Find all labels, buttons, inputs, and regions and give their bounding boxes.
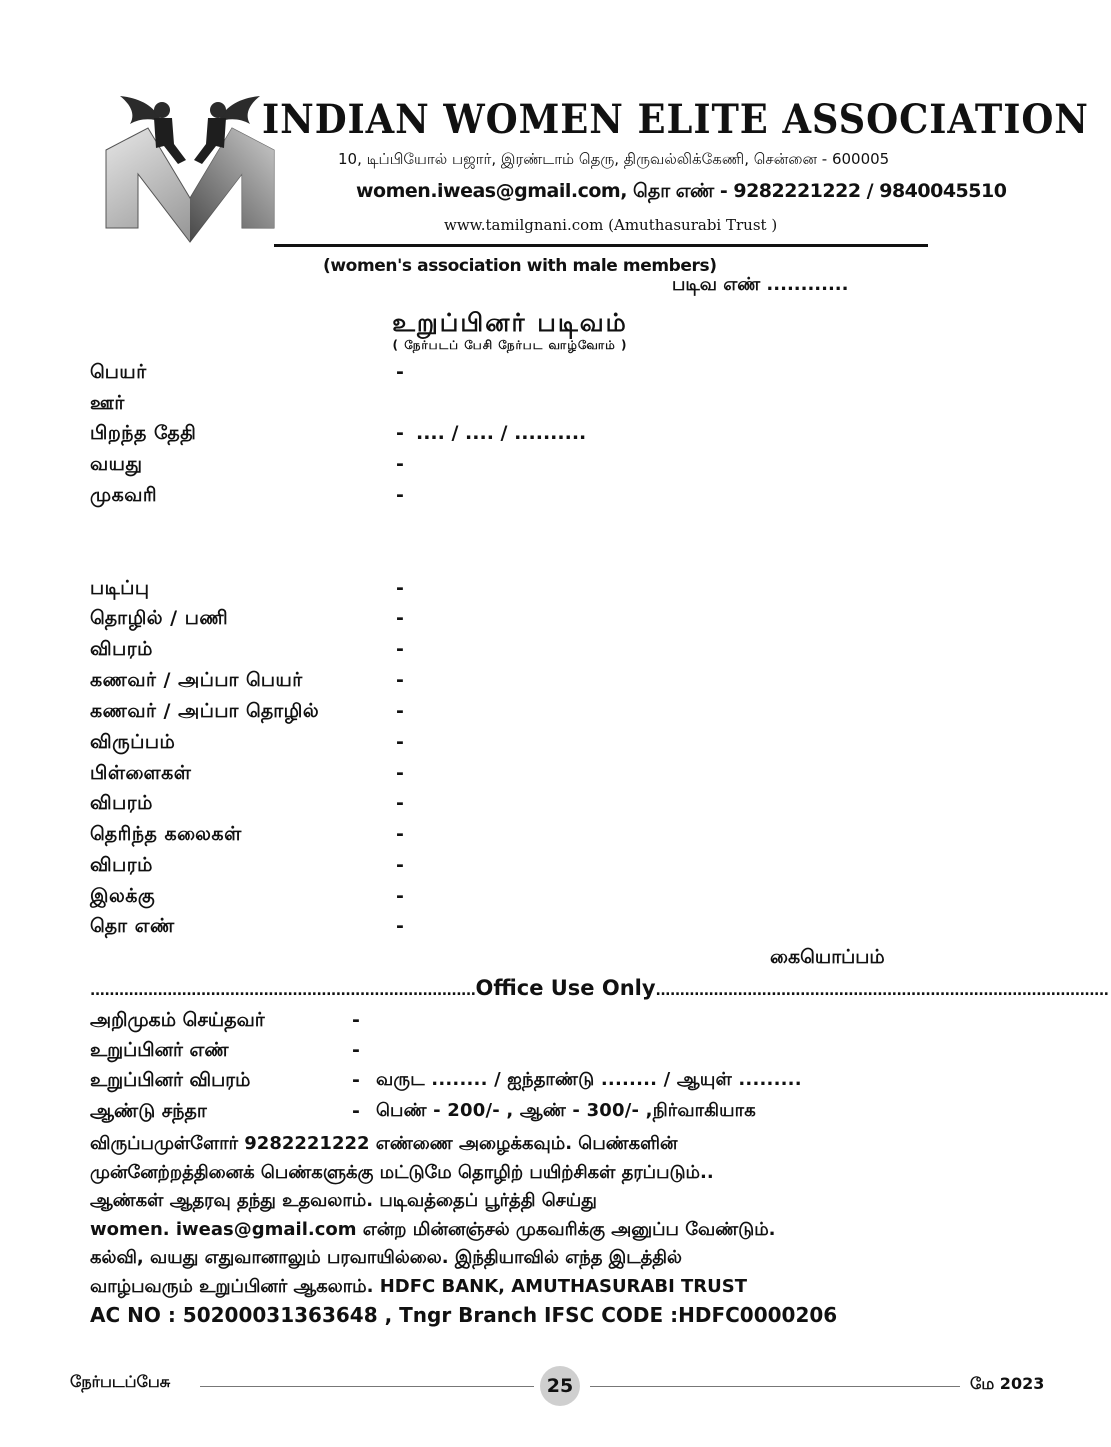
field-separator: - (396, 762, 404, 784)
field-label: இலக்கு (90, 885, 156, 907)
office-separator: - (352, 1039, 360, 1061)
office-label: உறுப்பினர் எண் (90, 1039, 229, 1061)
office-label: ஆண்டு சந்தா (90, 1100, 207, 1122)
field-separator: - (396, 669, 404, 691)
office-value: வருட ........ / ஐந்தாண்டு ........ / ஆயுள் ......... (376, 1069, 802, 1090)
field-label: விருப்பம் (90, 731, 176, 753)
field-label: படிப்பு (90, 577, 150, 599)
notice-line: முன்னேற்றத்தினைக் பெண்களுக்கு மட்டுமே தொழிற் பயிற்சிகள் தரப்படும்.. (90, 1161, 714, 1183)
field-separator: - (396, 731, 404, 753)
field-label: முகவரி (90, 484, 158, 506)
field-label: பெயர் (90, 361, 147, 383)
header-divider (274, 244, 928, 247)
field-separator: - (396, 422, 404, 444)
field-label: விபரம் (90, 854, 153, 876)
magazine-name: நேர்படப்பேசு (70, 1372, 171, 1391)
field-row[interactable] (90, 669, 790, 697)
field-row[interactable] (90, 762, 790, 790)
field-label: விபரம் (90, 638, 153, 660)
field-label: கணவர் / அப்பா தொழில் (90, 700, 320, 722)
organization-website: www.tamilgnani.com (Amuthasurabi Trust ) (444, 216, 778, 234)
dotted-leader: ................................................................................ (90, 983, 476, 999)
field-row[interactable] (90, 885, 790, 913)
organization-name: INDIAN WOMEN ELITE ASSOCIATION (262, 96, 1089, 143)
field-separator: - (396, 854, 404, 876)
date-placeholder: .... / .... / .......... (416, 422, 587, 444)
field-row[interactable] (90, 854, 790, 882)
field-separator: - (396, 453, 404, 475)
field-row[interactable] (90, 792, 790, 820)
office-separator: - (352, 1100, 360, 1122)
notice-line: வாழ்பவரும் உறுப்பினர் ஆகலாம். HDFC BANK, AMUTHASURABI TRUST (90, 1275, 748, 1297)
registration-number: படிவ எண் ............ (672, 274, 849, 295)
field-row[interactable] (90, 731, 790, 759)
field-label: தொ எண் (90, 915, 175, 937)
field-row[interactable] (90, 915, 790, 943)
office-row[interactable] (90, 1039, 950, 1067)
office-value: பெண் - 200/- , ஆண் - 300/- ,நிர்வாகியாக (376, 1100, 756, 1121)
office-separator: - (352, 1009, 360, 1031)
notice-line: கல்வி, வயது எதுவானாலும் பரவாயில்லை. இந்தியாவில் எந்த இடத்தில் (90, 1247, 682, 1268)
field-label: ஊர் (90, 392, 125, 414)
form-subtitle: ( நேர்படப் பேசி நேர்பட வாழ்வோம் ) (392, 338, 628, 352)
bank-details: AC NO : 50200031363648 , Tngr Branch IFSC CODE :HDFC0000206 (90, 1303, 838, 1327)
footer-divider (200, 1386, 534, 1387)
field-row[interactable] (90, 361, 790, 389)
organization-contact: women.iweas@gmail.com, தொ எண் - 9282221222 / 9840045510 (356, 180, 1007, 202)
signature-label: கையொப்பம் (770, 946, 885, 968)
membership-notice (90, 1130, 950, 1330)
notice-line: ஆண்கள் ஆதரவு தந்து உதவலாம். படிவத்தைப் பூர்த்தி செய்து (90, 1190, 597, 1211)
office-label: அறிமுகம் செய்தவர் (90, 1009, 265, 1031)
field-label: கணவர் / அப்பா பெயர் (90, 669, 303, 691)
field-label: வயது (90, 453, 143, 475)
office-row[interactable] (90, 1009, 950, 1037)
field-separator: - (396, 361, 404, 383)
field-label: பிறந்த தேதி (90, 422, 197, 444)
organization-address: 10, டிப்பியோல் பஜார், இரண்டாம் தெரு, திருவல்லிக்கேணி, சென்னை - 600005 (338, 150, 890, 168)
field-separator: - (396, 607, 404, 629)
field-label: விபரம் (90, 792, 153, 814)
office-use-title: Office Use Only (475, 976, 656, 1000)
field-row[interactable] (90, 392, 790, 420)
notice-line: women. iweas@gmail.com என்ற மின்னஞ்சல் முகவரிக்கு அனுப்ப வேண்டும். (90, 1218, 776, 1240)
dotted-leader: .............................................................................................. (655, 983, 1109, 999)
office-row[interactable] (90, 1100, 950, 1128)
field-row[interactable] (90, 607, 790, 635)
field-row[interactable] (90, 422, 790, 450)
page-number: 25 (540, 1366, 580, 1406)
form-title: உறுப்பினர் படிவம் (392, 308, 628, 337)
field-separator: - (396, 638, 404, 660)
field-label: பிள்ளைகள் (90, 762, 192, 784)
field-row[interactable] (90, 823, 790, 851)
notice-line: விருப்பமுள்ளோர் 9282221222 எண்ணை அழைக்கவும். பெண்களின் (90, 1133, 678, 1154)
organization-note: (women's association with male members) (323, 256, 717, 276)
field-separator: - (396, 700, 404, 722)
footer-divider (590, 1386, 960, 1387)
field-row[interactable] (90, 638, 790, 666)
field-label: தொழில் / பணி (90, 607, 229, 629)
field-separator: - (396, 484, 404, 506)
field-row[interactable] (90, 700, 790, 728)
field-separator: - (396, 823, 404, 845)
office-row[interactable] (90, 1069, 950, 1097)
field-row[interactable] (90, 484, 790, 512)
association-logo (100, 88, 280, 248)
office-label: உறுப்பினர் விபரம் (90, 1069, 251, 1091)
field-row[interactable] (90, 453, 790, 481)
field-separator: - (396, 915, 404, 937)
office-use-heading (90, 976, 1108, 1000)
field-label: தெரிந்த கலைகள் (90, 823, 242, 845)
issue-date: மே 2023 (970, 1374, 1045, 1393)
office-separator: - (352, 1069, 360, 1091)
field-separator: - (396, 885, 404, 907)
field-separator: - (396, 577, 404, 599)
field-row[interactable] (90, 577, 790, 605)
field-separator: - (396, 792, 404, 814)
